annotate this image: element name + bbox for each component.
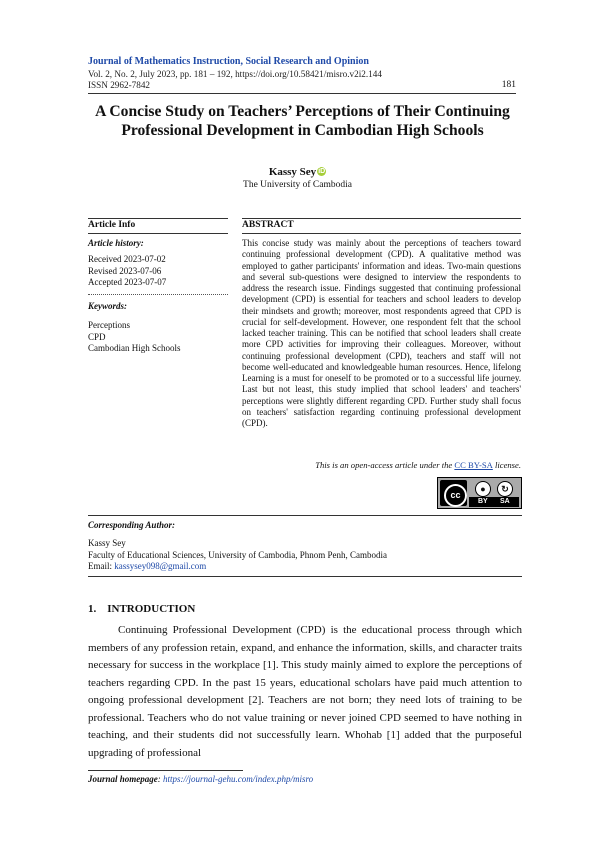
keywords-rule	[88, 294, 228, 295]
received-date: Received 2023-07-02	[88, 254, 166, 264]
open-access-suffix: license.	[492, 460, 521, 470]
share-alike-icon: ↻	[497, 481, 513, 497]
sa-label: SA	[500, 498, 510, 505]
homepage-label: Journal homepage	[88, 774, 158, 784]
cc-label-bar	[469, 497, 519, 507]
cc-attribution-icons	[469, 480, 519, 496]
revised-date: Revised 2023-07-06	[88, 265, 162, 276]
footer-rule	[88, 770, 243, 771]
header-rule	[88, 93, 516, 94]
article-history	[88, 254, 228, 289]
keywords-label: Keywords:	[88, 301, 127, 311]
article-info-heading: Article Info	[88, 220, 136, 230]
journal-name: Journal of Mathematics Instruction, Social Research and Opinion	[88, 56, 369, 67]
corresponding-label: Corresponding Author:	[88, 520, 175, 530]
introduction-heading: 1. INTRODUCTION	[88, 603, 196, 615]
info-bottom-rule	[88, 515, 522, 516]
article-info-top-rule	[88, 218, 228, 219]
article-history-label: Article history:	[88, 238, 144, 248]
corresponding-bottom-rule	[88, 576, 522, 577]
volume-line: Vol. 2, No. 2, July 2023, pp. 181 – 192, https://doi.org/10.58421/misro.v2i2.144	[88, 69, 382, 79]
abstract-heading: ABSTRACT	[242, 220, 294, 230]
footer	[88, 774, 313, 784]
by-label: BY	[478, 498, 488, 505]
issn: ISSN 2962-7842	[88, 80, 151, 90]
keyword-item: Cambodian High Schools	[88, 343, 181, 354]
email-label: Email:	[88, 561, 115, 571]
accepted-date: Accepted 2023-07-07	[88, 277, 167, 288]
corresponding-details	[88, 538, 387, 573]
keyword-item: CPD	[88, 331, 106, 342]
corresponding-name: Kassy Sey	[88, 538, 126, 548]
keyword-item: Perceptions	[88, 320, 130, 330]
author-line	[0, 166, 595, 178]
attribution-icon: ●	[475, 481, 491, 497]
homepage-separator: :	[157, 774, 164, 784]
corresponding-email-line	[88, 561, 387, 573]
article-info-rule	[88, 233, 228, 234]
introduction-text: Continuing Professional Development (CPD) is the educational process through which members of any profession retain, expand, and enhance the information, skills, and character traits necessary for success in the workplace [1]. This study mainly aimed to explore the perceptions of teachers regarding CPD. In the past 15 years, educational scholars have paid much attention to ongoing professional development [2]. Teachers are not born; they need lots of training to be professional. Teachers who do not value training or never joined CPD seemed to have nothing in teaching, and their students did not successfully learn. Whohab [1] added that the purposeful upgrading of professional	[88, 624, 522, 759]
abstract-text: This concise study was mainly about the perceptions of teachers toward continuing professional development (CPD). A qualitative method was employed to gather participants' information and ideas. Two-main questions and several sub-questions were designed to interview the respondents to address the research issue. Findings suggested that continuing professional development (CPD) is essential for teachers and school leaders to develop their mindsets and growth; moreover, most respondents agreed that CPD is crucial for self-development. However, one respondent felt that the school lacked teacher training. This can be notified that school leaders shall create more CPD activities for improving their colleagues. Moreover, without continuing professional development (CPD), teachers and staff will not become well-educated and knowledgeable human resources. Hence, lifelong Learning is a must for oneself to be promoted or to a successful life journey. Last but not least, this study implied that school leaders' and teachers' perceptions were slightly different regarding CPD. Further study shall focus on teachers' satisfaction regarding continuing professional development (CPD).	[242, 238, 521, 428]
open-access-note	[242, 460, 521, 470]
abstract-top-rule	[242, 218, 521, 219]
orcid-icon[interactable]: iD	[318, 168, 326, 175]
corresponding-address: Faculty of Educational Sciences, University of Cambodia, Phnom Penh, Cambodia	[88, 549, 387, 560]
keywords-list	[88, 320, 228, 355]
cc-by-sa-badge[interactable]	[437, 477, 522, 509]
cc-icon: cc	[444, 484, 467, 507]
email-link[interactable]: kassysey098@gmail.com	[114, 561, 207, 571]
page-number: 181	[501, 80, 516, 90]
author-name: Kassy Sey	[268, 166, 317, 178]
paper-title: A Concise Study on Teachers’ Perceptions of Their Continuing Professional Development in Cambodian High Schools	[95, 103, 510, 139]
author-affiliation: The University of Cambodia	[243, 180, 352, 190]
homepage-link[interactable]: https://journal-gehu.com/index.php/misro	[163, 774, 314, 784]
cc-logo-box	[440, 480, 467, 506]
abstract-rule	[242, 233, 521, 234]
open-access-prefix: This is an open-access article under the	[315, 460, 455, 470]
license-link[interactable]: CC BY-SA	[454, 460, 493, 470]
